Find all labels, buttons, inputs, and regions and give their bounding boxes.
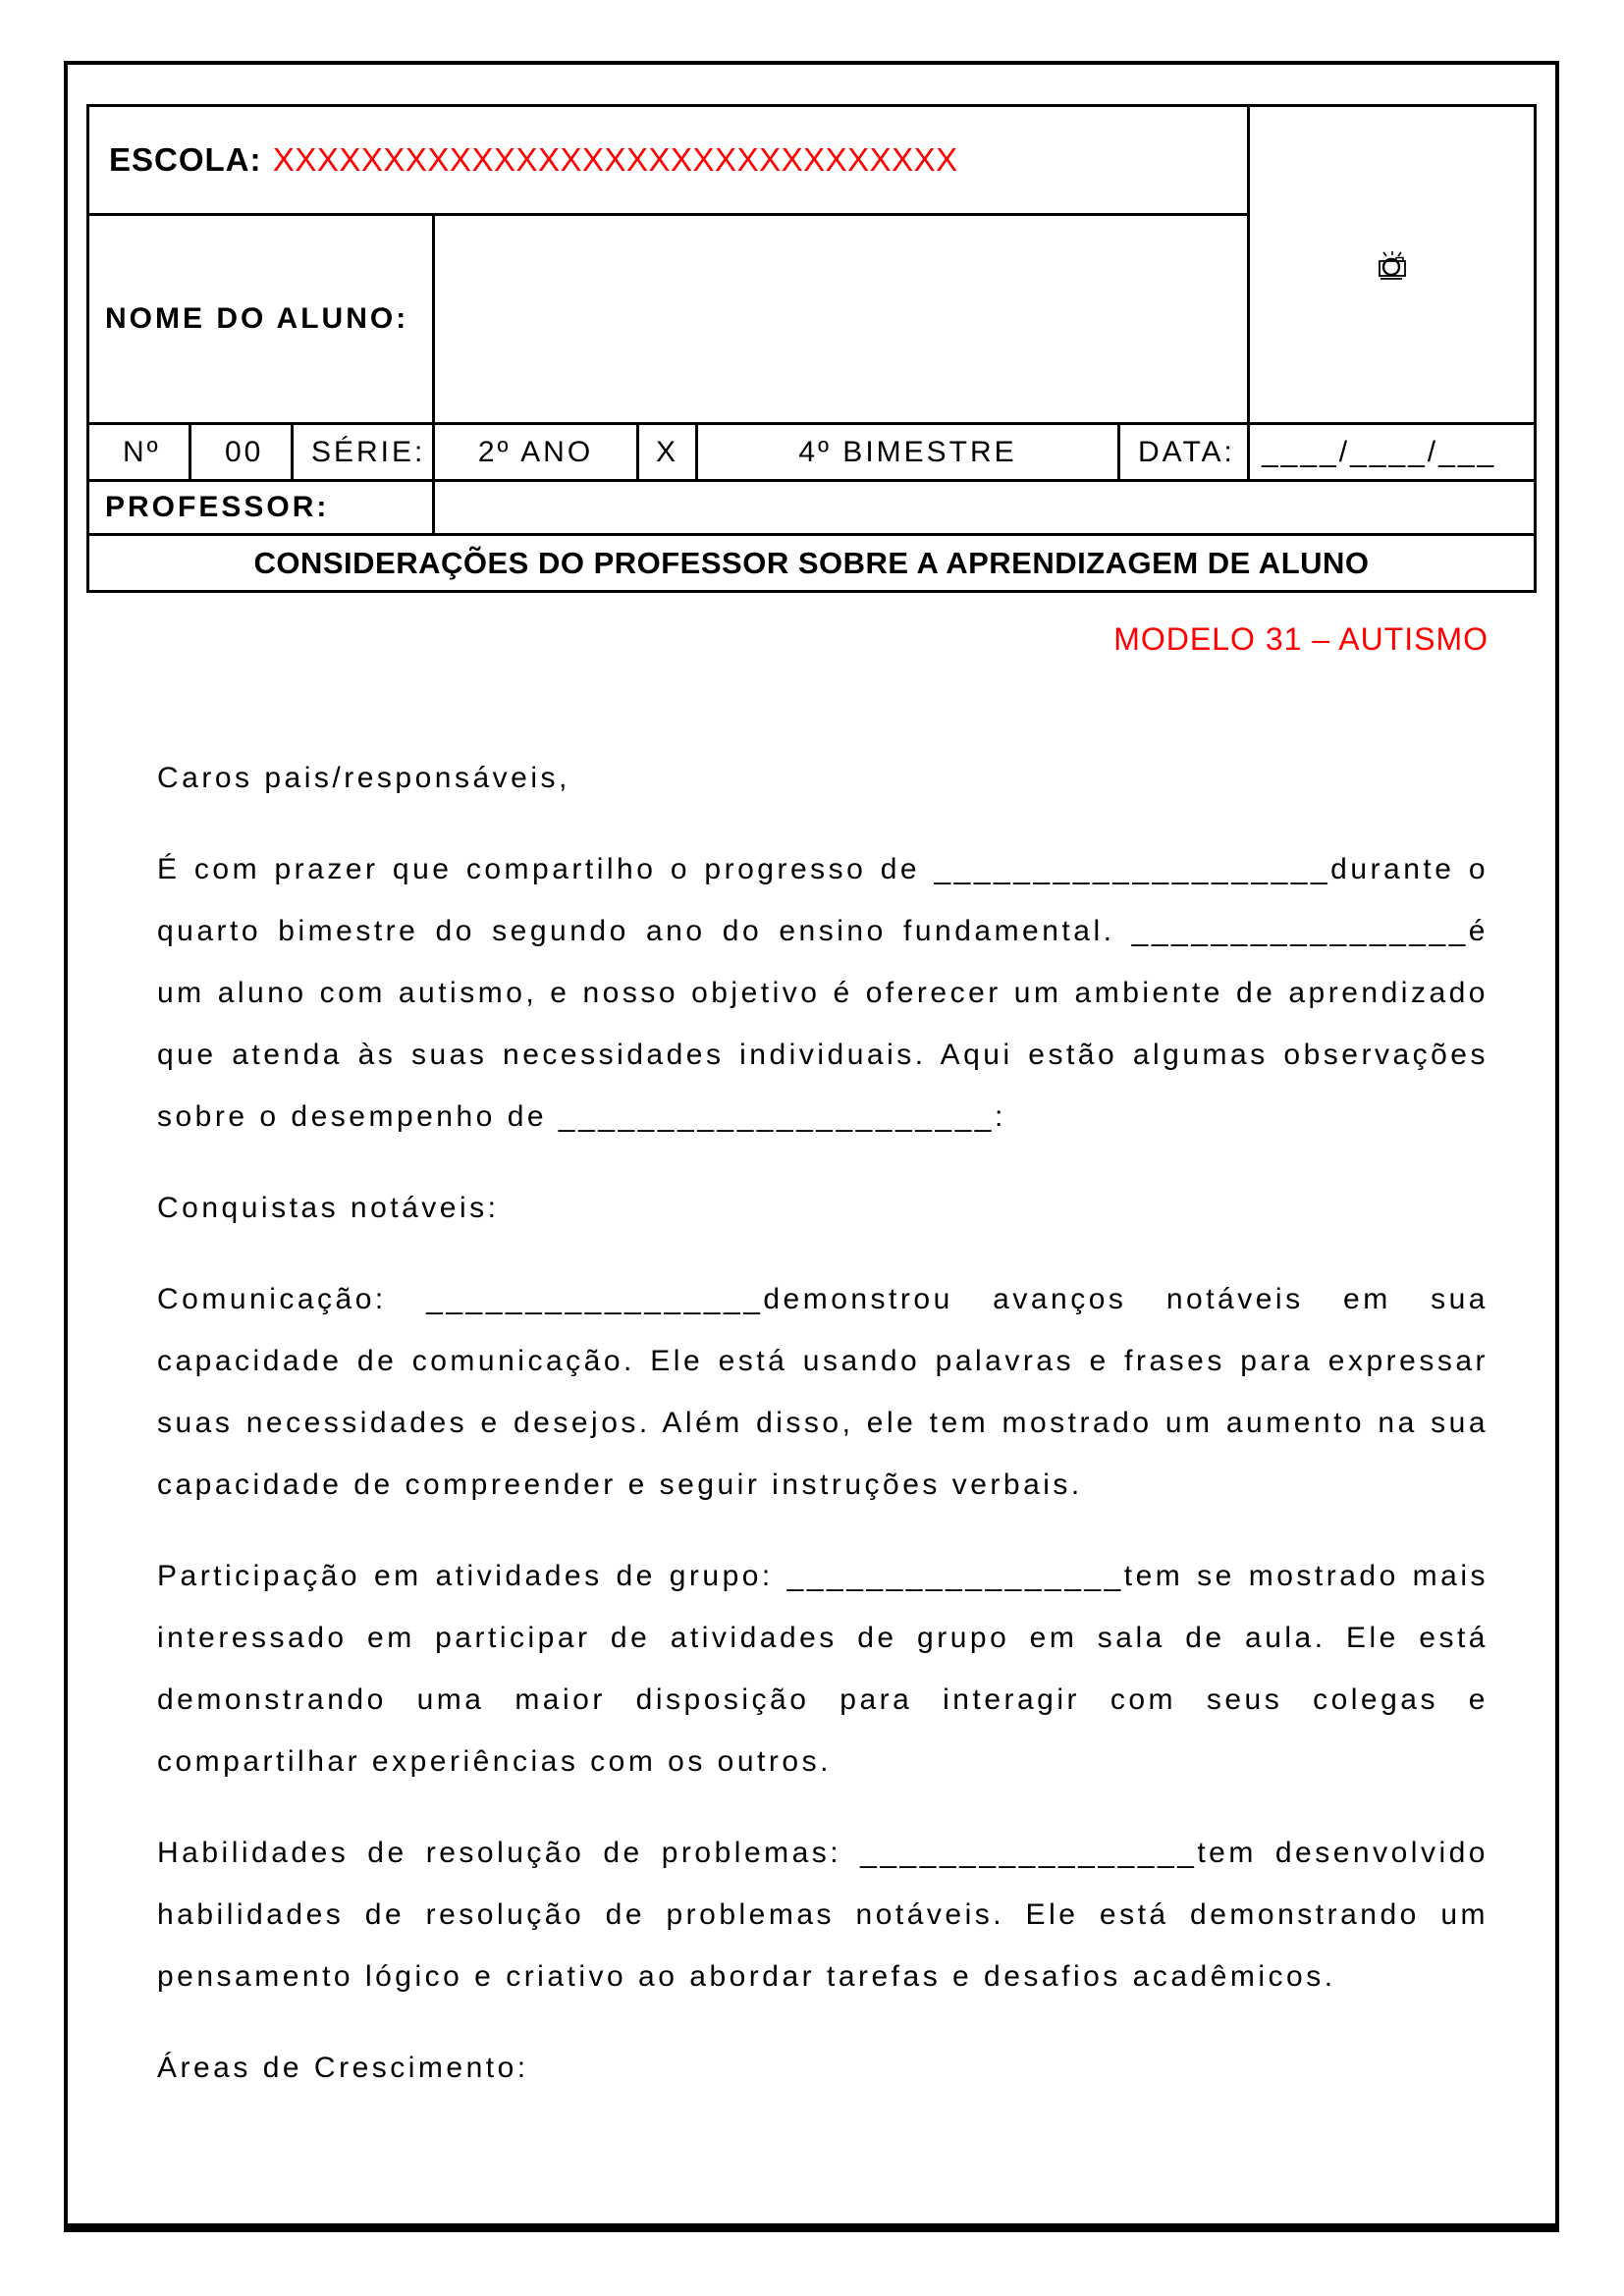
camera-icon xyxy=(1374,248,1411,282)
bimestre-check: X xyxy=(638,424,697,481)
escola-value: XXXXXXXXXXXXXXXXXXXXXXXXXXXXXXX xyxy=(272,141,958,178)
numero-label: Nº xyxy=(88,424,190,481)
serie-value: 2º ANO xyxy=(434,424,638,481)
table-row-dados xyxy=(88,424,1536,481)
photo-placeholder-cell xyxy=(1249,106,1536,424)
table-title-cell xyxy=(88,535,1536,592)
model-label: MODELO 31 – AUTISMO xyxy=(1113,621,1489,657)
table-row-title xyxy=(88,535,1536,592)
salutation: Caros pais/responsáveis, xyxy=(157,762,570,794)
bimestre-value: 4º BIMESTRE xyxy=(697,424,1119,481)
student-header-table xyxy=(86,104,1537,593)
nome-label: NOME DO ALUNO: xyxy=(88,215,434,424)
paragraph-comunicacao: Comunicação: _________________demonstrou avanços notáveis em sua capacidade de comunicação. Ele está usando palavras e frases para expressar suas necessidades e desejos. Além disso, ele tem mostrado um aumento na sua capacidade de compreender e seguir instruções verbais. xyxy=(157,1283,1489,1501)
section-heading-conquistas: Conquistas notáveis: xyxy=(157,1192,500,1224)
letter-body xyxy=(157,621,1489,2128)
professor-value-cell xyxy=(434,481,1536,535)
data-blank-field: ____/____/___ xyxy=(1249,424,1536,481)
escola-label: ESCOLA: xyxy=(109,141,262,178)
section-heading-areas: Áreas de Crescimento: xyxy=(157,2052,529,2084)
numero-value: 00 xyxy=(190,424,293,481)
paragraph-habilidades: Habilidades de resolução de problemas: _________________tem desenvolvido habilidades de resolução de problemas notáveis. Ele está demonstrando um pensamento lógico e criativo ao abordar tarefas e desafios acadêmicos. xyxy=(157,1837,1489,1993)
paragraph-participacao: Participação em atividades de grupo: _________________tem se mostrado mais interessado em participar de atividades de grupo em sala de aula. Ele está demonstrando uma maior disposição para interagir com seus colegas e compartilhar experiências com os outros. xyxy=(157,1560,1489,1778)
intro-paragraph: É com prazer que compartilho o progresso de ____________________durante o quarto bimestre do segundo ano do ensino fundamental. _________________é um aluno com autismo, e nosso objetivo é oferecer um ambiente de aprendizado que atenda às suas necessidades individuais. Aqui estão algumas observações sobre o desempenho de ______________________: xyxy=(157,853,1489,1133)
professor-label: PROFESSOR: xyxy=(88,481,434,535)
table-row-escola xyxy=(88,106,1536,215)
data-label: DATA: xyxy=(1119,424,1249,481)
nome-value-cell xyxy=(434,215,1249,424)
serie-label: SÉRIE: xyxy=(293,424,434,481)
table-row-professor xyxy=(88,481,1536,535)
table-title: CONSIDERAÇÕES DO PROFESSOR SOBRE A APRENDIZAGEM DE ALUNO xyxy=(253,545,1370,580)
page-border-frame xyxy=(64,61,1559,2232)
escola-cell xyxy=(88,106,1249,215)
